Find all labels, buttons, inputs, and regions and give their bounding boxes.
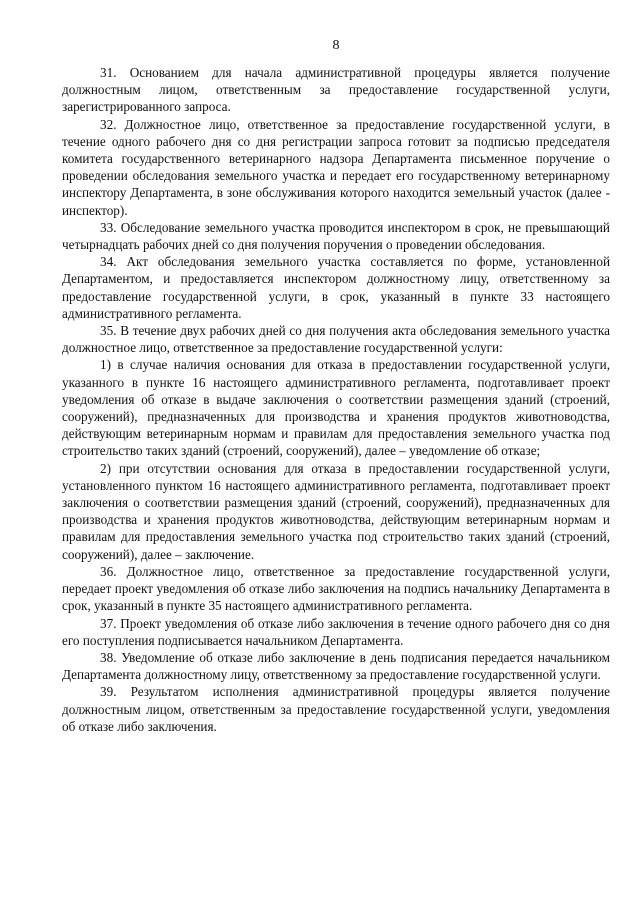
- page-number: 8: [332, 38, 340, 53]
- paragraph-35-item-2: 2) при отсутствии основания для отказа в предоставлении государственной услуги, установленного пунктом 16 настоящего административного регламента, подготавливает проект заключения о соответствии размещения зданий (строений, сооружений), предназначенных для производства и хранения продуктов животноводства, действующим ветеринарным нормам и правилам для предоставления земельного участка под строительство таких зданий (строений, сооружений), далее – заключение.: [62, 460, 610, 562]
- paragraph-34: 34. Акт обследования земельного участка составляется по форме, установленной Департаментом, и предоставляется инспектором должностному лицу, ответственному за предоставление государственной услуги, в срок, указанный в пункте 33 настоящего административного регламента.: [62, 254, 610, 321]
- paragraph-36: 36. Должностное лицо, ответственное за предоставление государственной услуги, передает проект уведомления об отказе либо заключения на подпись начальнику Департамента в срок, указанный в пункте 35 настоящего административного регламента.: [62, 563, 610, 614]
- paragraph-35: 35. В течение двух рабочих дней со дня получения акта обследования земельного участка должностное лицо, ответственное за предоставление государственной услуги:: [62, 323, 610, 356]
- paragraph-38: 38. Уведомление об отказе либо заключение в день подписания передается начальником Департамента должностному лицу, ответственному за предоставление государственной услуги.: [62, 649, 610, 683]
- paragraph-37: 37. Проект уведомления об отказе либо заключения в течение одного рабочего дня со дня его поступления подписывается начальником Департамента.: [62, 615, 610, 648]
- paragraph-39: 39. Результатом исполнения административной процедуры является получение должностным лицом, ответственным за предоставление государственной услуги, уведомления об отказе либо заключения.: [62, 684, 610, 734]
- paragraph-33: 33. Обследование земельного участка проводится инспектором в срок, не превышающий четырнадцать рабочих дней со дня получения поручения о проведении обследования.: [62, 219, 610, 253]
- paragraph-31: 31. Основанием для начала административной процедуры является получение должностным лицом, ответственным за предоставление государственной услуги, зарегистрированного запроса.: [62, 65, 610, 115]
- paragraph-32: 32. Должностное лицо, ответственное за предоставление государственной услуги, в течение одного рабочего дня со дня регистрации запроса готовит за подписью председателя комитета государственного ветеринарного надзора Департамента письменное поручение о проведении обследования земельного участка и передает его государственному ветеринарному инспектору Департамента, в зоне обслуживания которого находится земельный участок (далее - инспектор).: [62, 116, 610, 218]
- paragraph-35-item-1: 1) в случае наличия основания для отказа в предоставлении государственной услуги, указанного в пункте 16 настоящего административного регламента, подготавливает проект уведомления об отказе в выдаче заключения о соответствии размещения зданий (строений, сооружений), предназначенных для производства и хранения продуктов животноводства, действующим ветеринарным нормам и правилам для предоставления земельного участка под строительство таких зданий (строений, сооружений), далее – уведомление об отказе;: [62, 357, 610, 459]
